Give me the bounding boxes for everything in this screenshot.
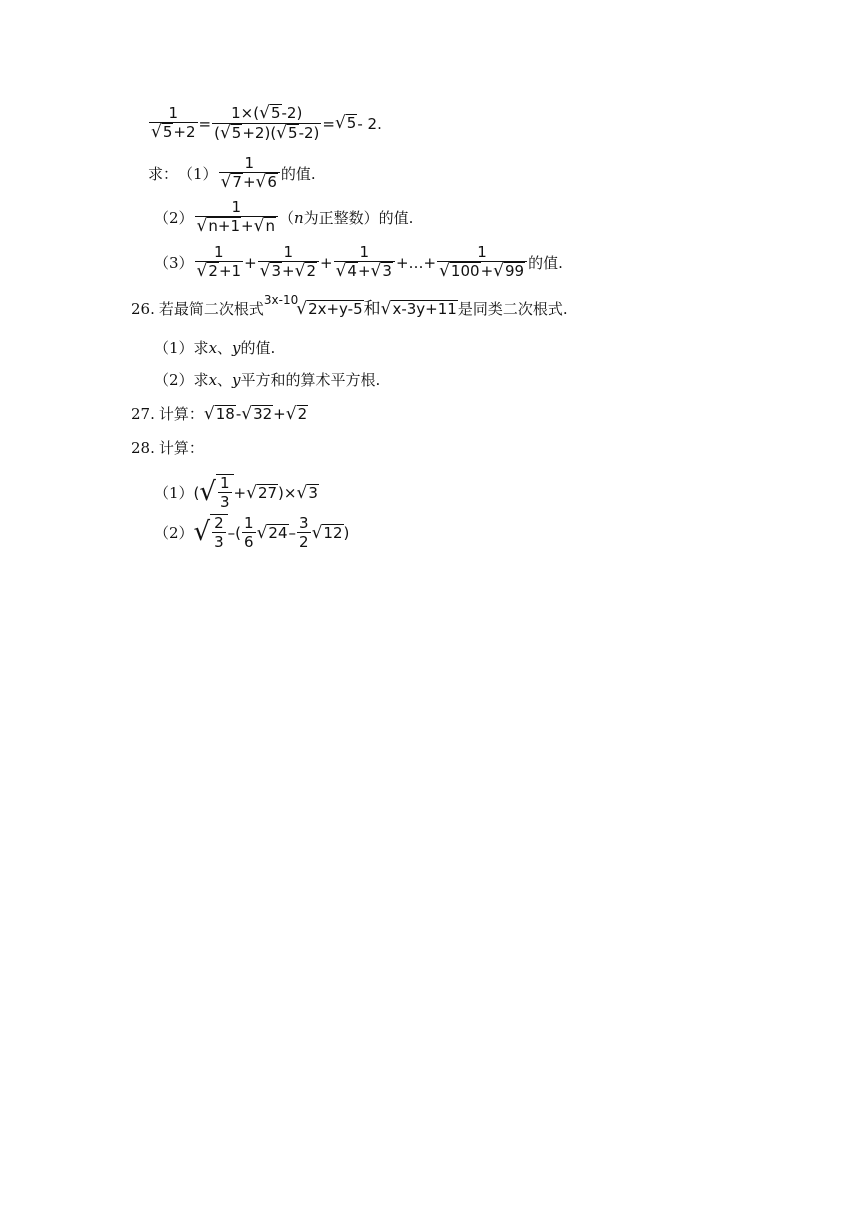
fraction (149, 105, 198, 142)
q28-part1: （1） ( √ $\frac{1}{3}$ + √ 27 )× √ 3 (154, 474, 318, 511)
q26-part1: （1） 求 x 、 y 的值. (154, 339, 276, 357)
q28-part2: （2） √ $\frac{2}{3}$ –( $\frac{1}{6}$ √ 24 – $\frac{3}{2}$ √ 12 ) (154, 513, 350, 551)
radical: √ $\frac{2}{3}$ (194, 514, 228, 552)
question-text: 计算： (158, 405, 204, 423)
radical: √ 5 (334, 113, 357, 133)
radical: √ 3 (296, 482, 318, 503)
q25-part2: （2） 1 √ n+1 + √ n （ n 为正整数）的值. (154, 198, 414, 236)
q26-part2: （2） 求 x 、 y 平方和的算术平方根. (154, 371, 381, 389)
question-number: 26. (131, 300, 155, 318)
radical: √ 18 (203, 403, 235, 424)
result-tail: - 2. (357, 114, 382, 133)
q25-part1 (148, 155, 316, 192)
radical: √ 32 (241, 403, 273, 424)
fraction-term: 1 √ 100 + √ 99 (437, 244, 527, 281)
fraction-term: 1 √ 3 + √ 2 (258, 244, 319, 281)
q28-stem (131, 438, 204, 458)
q27-stem: 27. 计算： √ 18 - √ 32 + √ 2 (131, 403, 308, 424)
numerator: 1 (168, 104, 179, 122)
fraction: 1 √ 7 + √ 6 (219, 155, 280, 192)
question-number: 27. (131, 405, 155, 423)
question-text: 计算： (158, 439, 204, 457)
part-label: （1） (178, 164, 218, 183)
fraction-term: 1 √ 4 + √ 3 (334, 244, 395, 281)
equals-sign: = (198, 114, 212, 133)
question-text: 是同类二次根式. (457, 300, 568, 318)
question-number: 28. (131, 439, 155, 457)
radical: √ $\frac{1}{3}$ (199, 474, 233, 512)
q26-stem: 26. 若最简二次根式 3x-10 √ 2x+y-5 和 √ x-3y+11 是同类二次根式. (131, 299, 568, 319)
radical: √ 27 (246, 482, 278, 503)
radical: √ 24 (256, 522, 288, 543)
equals-sign: = (322, 114, 335, 133)
fraction: 1×( √ 5 -2) ( √ 5 +2)( √ 5 -2) (214, 103, 320, 143)
radical: √ 2 (285, 403, 308, 424)
part-tail: 的值. (280, 164, 316, 183)
radical-index: 3x-10 (263, 293, 299, 307)
radical: √ 12 (311, 522, 343, 543)
q25-part3: （3） 1 √ 2 +1 + 1 √ 3 + √ 2 + 1 √ 4 + √ 3 +…+ 1 √ 100 + √ 99 的值. (154, 243, 563, 281)
radical: √ 2x+y-5 (296, 298, 363, 319)
part-label: （2） (154, 524, 194, 542)
fraction-term: 1 √ 2 +1 (196, 243, 242, 281)
part-tail: 的值. (528, 253, 563, 272)
part-label: （1） (154, 484, 194, 502)
part-tail: 为正整数）的值. (303, 208, 414, 227)
radical: √ x-3y+11 (380, 298, 457, 319)
ask-label: 求： (148, 164, 179, 183)
question-text: 若最简二次根式 (158, 300, 264, 318)
denominator: √ 5 +2 (151, 122, 196, 142)
part-label: （3） (154, 253, 194, 272)
example-equation (148, 104, 382, 143)
fraction: 1 √ n+1 + √ n (195, 199, 278, 236)
part-label: （2） (154, 208, 194, 227)
